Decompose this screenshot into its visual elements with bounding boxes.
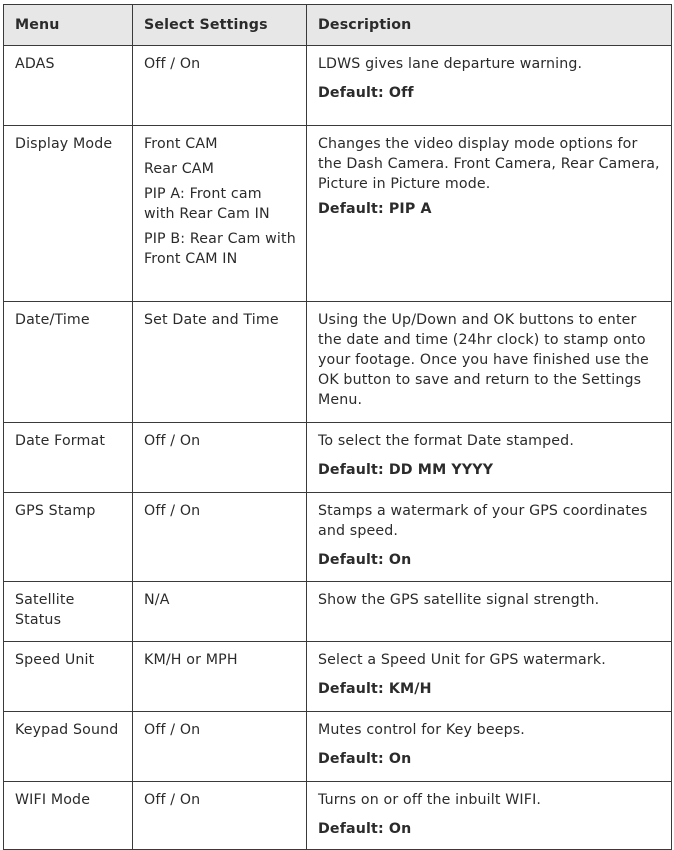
setting-option: PIP A: Front cam with Rear Cam IN: [144, 186, 270, 222]
settings-cell: [133, 782, 307, 850]
settings-cell: [133, 642, 307, 712]
table-row: [4, 712, 672, 782]
description-text: Stamps a watermark of your GPS coordinates and speed.: [318, 503, 648, 539]
setting-option: Off / On: [144, 722, 201, 738]
settings-cell: [133, 712, 307, 782]
setting-option: PIP B: Rear Cam with Front CAM IN: [144, 231, 296, 267]
default-value: Default: On: [318, 821, 412, 837]
description-cell: [307, 423, 672, 493]
description-text: Mutes control for Key beeps.: [318, 722, 525, 738]
description-text: Using the Up/Down and OK buttons to enter the date and time (24hr clock) to stamp onto your footage. Once you have finished use the OK button to save and return to the Settings Menu.: [318, 312, 649, 408]
settings-cell: [133, 126, 307, 302]
setting-option: N/A: [144, 592, 170, 608]
menu-cell: WIFI Mode: [4, 782, 133, 850]
setting-option: Rear CAM: [144, 161, 215, 177]
settings-cell: [133, 582, 307, 642]
table-row: [4, 493, 672, 582]
settings-cell: [133, 493, 307, 582]
table-row: [4, 423, 672, 493]
description-text: Turns on or off the inbuilt WIFI.: [318, 792, 542, 808]
table-row: [4, 46, 672, 126]
description-text: Select a Speed Unit for GPS watermark.: [318, 652, 606, 668]
settings-cell: [133, 302, 307, 423]
description-text: LDWS gives lane departure warning.: [318, 56, 583, 72]
description-cell: [307, 46, 672, 126]
settings-cell: [133, 423, 307, 493]
menu-cell: Satellite Status: [4, 582, 133, 642]
default-value: Default: On: [318, 552, 412, 568]
description-cell: [307, 712, 672, 782]
settings-table: [3, 4, 672, 850]
table-header-row: [4, 5, 672, 46]
table-row: [4, 782, 672, 850]
default-value: Default: KM/H: [318, 681, 432, 697]
description-cell: [307, 642, 672, 712]
menu-cell: GPS Stamp: [4, 493, 133, 582]
setting-option: Off / On: [144, 56, 201, 72]
table-row: [4, 642, 672, 712]
header-select-settings: Select Settings: [133, 5, 307, 46]
description-cell: [307, 493, 672, 582]
menu-cell: Date Format: [4, 423, 133, 493]
default-value: Default: DD MM YYYY: [318, 462, 494, 478]
header-menu: Menu: [4, 5, 133, 46]
setting-option: Off / On: [144, 792, 201, 808]
table-row: [4, 126, 672, 302]
settings-cell: [133, 46, 307, 126]
description-cell: [307, 782, 672, 850]
description-text: To select the format Date stamped.: [318, 433, 574, 449]
menu-cell: Date/Time: [4, 302, 133, 423]
table-row: [4, 582, 672, 642]
menu-cell: ADAS: [4, 46, 133, 126]
setting-option: Set Date and Time: [144, 312, 279, 328]
description-text: Show the GPS satellite signal strength.: [318, 592, 600, 608]
menu-cell: Speed Unit: [4, 642, 133, 712]
description-cell: [307, 126, 672, 302]
setting-option: Off / On: [144, 433, 201, 449]
default-value: Default: Off: [318, 85, 414, 101]
description-cell: [307, 582, 672, 642]
setting-option: Off / On: [144, 503, 201, 519]
table-row: [4, 302, 672, 423]
default-value: Default: PIP A: [318, 201, 432, 217]
default-value: Default: On: [318, 751, 412, 767]
setting-option: Front CAM: [144, 136, 218, 152]
menu-cell: Keypad Sound: [4, 712, 133, 782]
description-cell: [307, 302, 672, 423]
description-text: Changes the video display mode options for the Dash Camera. Front Camera, Rear Camera, Picture in Picture mode.: [318, 136, 660, 192]
menu-cell: Display Mode: [4, 126, 133, 302]
header-description: Description: [307, 5, 672, 46]
setting-option: KM/H or MPH: [144, 652, 238, 668]
